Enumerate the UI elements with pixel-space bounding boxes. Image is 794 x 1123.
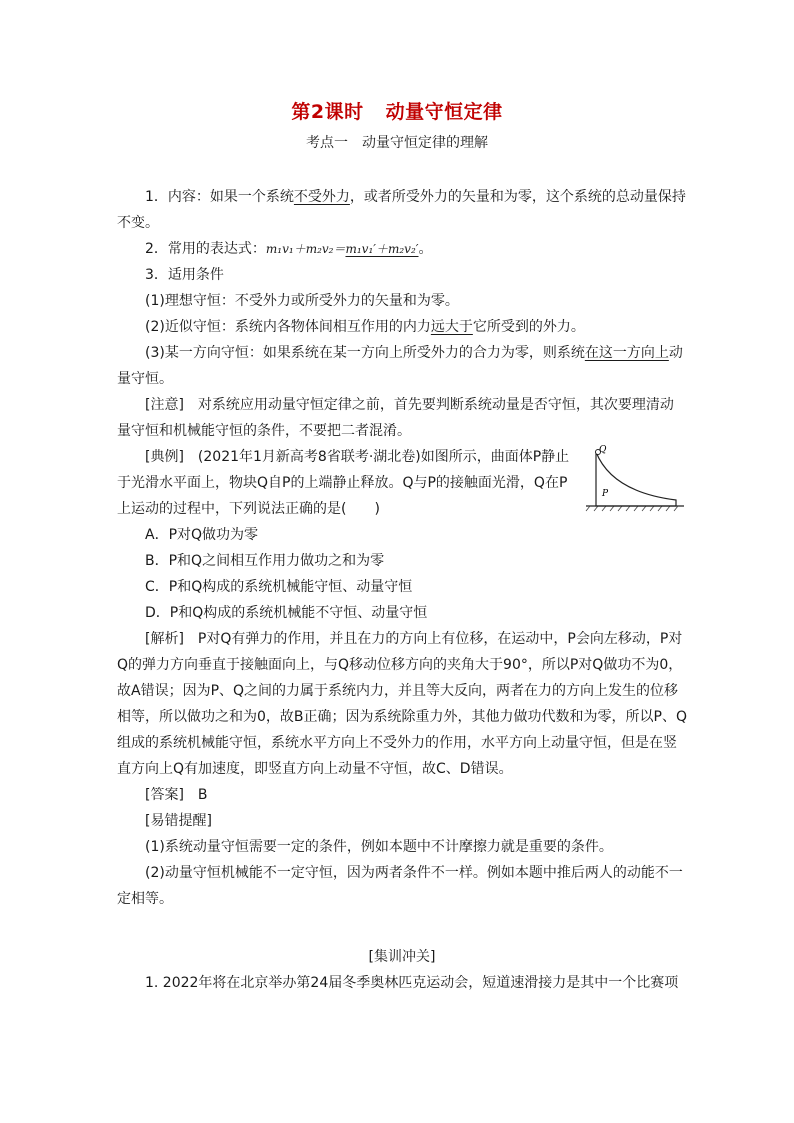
paragraph-content: 1．内容：如果一个系统不受外力，或者所受外力的矢量和为零，这个系统的总动量保持不变。: [117, 189, 686, 231]
paragraph-note: [注意] 对系统应用动量守恒定律之前，首先要判断系统动量是否守恒，其次要理清动量守恒和机械能守恒的条件，不要把二者混淆。: [117, 397, 674, 439]
underlined-term: 不受外力: [293, 189, 350, 205]
section-practice: [集训冲关]: [368, 949, 436, 965]
page-title: [0, 97, 794, 124]
paragraph-approx: (2)近似守恒：系统内各物体间相互作用的内力远大于它所受到的外力。: [145, 319, 585, 335]
question-1: 1. 2022年将在北京举办第24届冬季奥林匹克运动会，短道速滑接力是其中一个比赛项: [145, 975, 679, 991]
tip-item-1: (1)系统动量守恒需要一定的条件，例如本题中不计摩擦力就是重要的条件。: [145, 839, 613, 855]
label-p: P: [602, 489, 609, 499]
label-q: Q: [599, 445, 607, 455]
section-topic: 动量守恒定律的理解: [362, 135, 488, 151]
lesson-topic: 动量守恒定律: [385, 101, 503, 123]
option-c: C．P和Q构成的系统机械能守恒、动量守恒: [145, 579, 413, 595]
paragraph-example: [典例] (2021年1月新高考8省联考·湖北卷)如图所示，曲面体P静止于光滑水平面上，物块Q自P的上端静止释放。Q与P的接触面光滑，Q在P上运动的过程中，下列说法正确的是( ): [117, 449, 570, 517]
lesson-number: 第2课时: [291, 101, 364, 123]
paragraph-ideal: (1)理想守恒：不受外力或所受外力的矢量和为零。: [145, 293, 459, 309]
ground-hatching: [586, 506, 678, 511]
underlined-term: 远大于: [430, 319, 473, 335]
paragraph-answer: [答案] B: [145, 787, 208, 803]
paragraph-conditions: 3．适用条件: [145, 267, 224, 283]
paragraph-expression: 2．常用的表达式：m₁v₁＋m₂v₂＝m₁v₁′＋m₂v₂′。: [145, 241, 433, 257]
formula-right: m₁v₁′＋m₂v₂′: [345, 242, 419, 256]
curved-surface-figure: [580, 444, 690, 514]
tip-item-2: (2)动量守恒机械能不一定守恒，因为两者条件不一样。例如本题中推后两人的动能不一定相等。: [117, 865, 683, 907]
paragraph-analysis: [解析] P对Q有弹力的作用，并且在力的方向上有位移，在运动中，P会向左移动，P对Q的弹力方向垂直于接触面向上，与Q移动位移方向的夹角大于90°，所以P对Q做功不为0，故A错误；因为P、Q之间的力属于系统内力，并且等大反向，两者在力的方向上发生的位移相等，所以做功之和为0，故B正确；因为系统除重力外，其他力做功代数和为零，所以P、Q组成的系统机械能守恒，系统水平方向上不受外力的作用，水平方向上动量守恒，但是在竖直方向上Q有加速度，即竖直方向上动量不守恒，故C、D错误。: [117, 631, 687, 777]
paragraph-direction: (3)某一方向守恒：如果系统在某一方向上所受外力的合力为零，则系统在这一方向上动量守恒。: [117, 345, 683, 387]
option-a: A．P对Q做功为零: [145, 527, 259, 543]
option-d: D．P和Q构成的系统机械能不守恒、动量守恒: [145, 605, 428, 621]
option-b: B．P和Q之间相互作用力做功之和为零: [145, 553, 385, 569]
underlined-term: 在这一方向上: [584, 345, 669, 361]
section-heading: [0, 132, 794, 152]
tip-title: [易错提醒]: [145, 813, 212, 829]
formula-left: m₁v₁＋m₂v₂＝: [265, 242, 346, 256]
section-number: 考点一: [306, 135, 348, 151]
document-body: [117, 184, 687, 996]
example-block: [117, 444, 687, 522]
